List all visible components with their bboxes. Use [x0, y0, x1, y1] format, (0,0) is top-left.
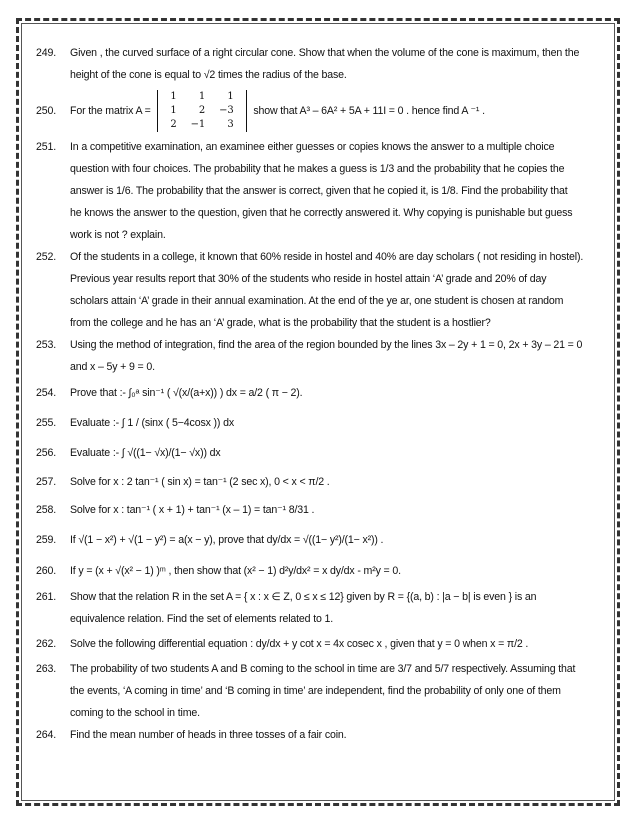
question-254 — [36, 378, 606, 408]
question-formula: Solve for x : 2 tan⁻¹ ( sin x) = tan⁻¹ (2 sec x), 0 < x < π/2 . — [70, 476, 330, 488]
question-line: the events, ‘A coming in time’ and ‘B coming in time’ are independent, find the probability of only one of them — [70, 685, 561, 697]
question-number: 258. — [36, 504, 57, 516]
question-number: 260. — [36, 565, 57, 577]
question-line: Of the students in a college, it known that 60% reside in hostel and 40% are day scholars ( not residing in hostel). — [70, 251, 584, 263]
question-line: answer is 1/6. The probability that the answer is correct, given that he copied it, is 1/8. Find the probability that — [70, 185, 568, 197]
question-line: from the college and he has an ‘A’ grade, what is the probability that the student is a hostlier? — [70, 317, 491, 329]
question-line: equivalence relation. Find the set of elements related to 1. — [70, 613, 334, 625]
question-number: 256. — [36, 447, 57, 459]
question-line: Previous year results report that 30% of the students who reside in hostel attain ‘A’ grade and 20% of day — [70, 273, 547, 285]
question-line: The probability of two students A and B coming to the school in time are 3/7 and 5/7 respectively. Assuming that — [70, 663, 576, 675]
question-list — [36, 42, 606, 746]
question-formula: Solve for x : tan⁻¹ ( x + 1) + tan⁻¹ (x – 1) = tan⁻¹ 8/31 . — [70, 504, 315, 516]
question-number: 255. — [36, 417, 57, 429]
question-line: coming to the school in time. — [70, 707, 200, 719]
question-number: 264. — [36, 729, 57, 741]
question-number: 253. — [36, 339, 57, 351]
question-number: 251. — [36, 141, 57, 153]
question-number: 254. — [36, 387, 57, 399]
matrix-a: 1 1 1 1 2 −3 2 −1 3 — [157, 90, 246, 132]
question-line: Find the mean number of heads in three tosses of a fair coin. — [70, 729, 347, 741]
question-number: 259. — [36, 534, 57, 546]
question-number: 249. — [36, 47, 57, 59]
matrix-statement: show that A³ – 6A² + 5A + 11I = 0 . hence find A ⁻¹ . — [253, 105, 485, 117]
question-line: In a competitive examination, an examinee either guesses or copies knows the answer to a multiple choice — [70, 141, 555, 153]
question-formula: Evaluate :- ∫ 1 / (sinx ( 5−4cosx )) dx — [70, 417, 234, 429]
question-line: work is not ? explain. — [70, 229, 166, 241]
question-249 — [36, 42, 606, 86]
question-line: question with four choices. The probability that he makes a guess is 1/3 and the probability that he copies the — [70, 163, 565, 175]
question-261 — [36, 586, 606, 630]
question-number: 250. — [36, 105, 57, 117]
question-line: Show that the relation R in the set A = { x : x ∈ Z, 0 ≤ x ≤ 12} given by R = {(a, b) : |a − b| is even } is an — [70, 591, 537, 603]
question-line: Using the method of integration, find the area of the region bounded by the lines 3x – 2y + 1 = 0, 2x + 3y – 21 = 0 — [70, 339, 583, 351]
question-253 — [36, 334, 606, 378]
question-259 — [36, 524, 606, 556]
question-256 — [36, 438, 606, 468]
question-250 — [36, 86, 606, 136]
question-formula: If y = (x + √(x² − 1) )ᵐ , then show that (x² − 1) d²y/dx² = x dy/dx - m²y = 0. — [70, 565, 401, 577]
question-257 — [36, 468, 606, 496]
question-262 — [36, 630, 606, 658]
question-252 — [36, 246, 606, 334]
question-number: 261. — [36, 591, 57, 603]
question-258 — [36, 496, 606, 524]
question-264 — [36, 724, 606, 746]
question-number: 263. — [36, 663, 57, 675]
question-number: 257. — [36, 476, 57, 488]
question-line: and x – 5y + 9 = 0. — [70, 361, 155, 373]
question-263 — [36, 658, 606, 724]
question-251 — [36, 136, 606, 246]
question-line: Given , the curved surface of a right circular cone. Show that when the volume of the cone is maximum, then the — [70, 47, 580, 59]
question-formula: Prove that :- ∫₀ᵃ sin⁻¹ ( √(x/(a+x)) ) dx = a/2 ( π − 2). — [70, 387, 303, 399]
question-number: 252. — [36, 251, 57, 263]
question-number: 262. — [36, 638, 57, 650]
question-line: height of the cone is equal to √2 times the radius of the base. — [70, 69, 347, 81]
question-formula: Solve the following differential equation : dy/dx + y cot x = 4x cosec x , given that y = 0 when x = π/2 . — [70, 638, 529, 650]
question-line: scholars attain ‘A’ grade in their annual examination. At the end of the ye ar, one student is chosen at random — [70, 295, 564, 307]
question-260 — [36, 556, 606, 586]
question-formula: If √(1 − x²) + √(1 − y²) = a(x − y), prove that dy/dx = √((1− y²)/(1− x²)) . — [70, 534, 384, 546]
question-formula: Evaluate :- ∫ √((1− √x)/(1− √x)) dx — [70, 447, 221, 459]
matrix-intro: For the matrix A = — [70, 105, 151, 117]
question-line: he knows the answer to the question, given that he correctly answered it. Why copying is punishable but guess — [70, 207, 573, 219]
question-255 — [36, 408, 606, 438]
